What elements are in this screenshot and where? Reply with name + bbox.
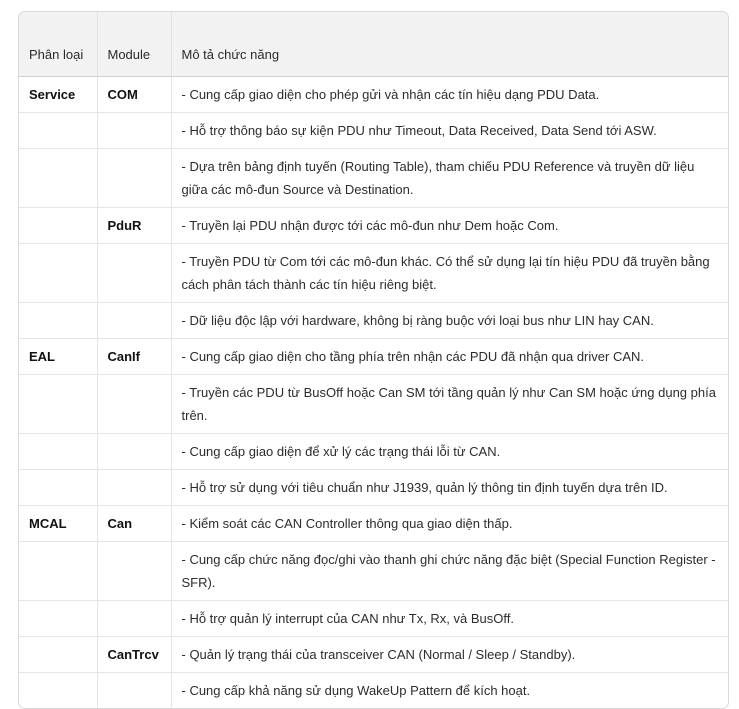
cell-category xyxy=(19,149,97,208)
cell-description: - Hỗ trợ thông báo sự kiện PDU như Timeout, Data Received, Data Send tới ASW. xyxy=(171,113,728,149)
cell-description: - Kiểm soát các CAN Controller thông qua giao diện thấp. xyxy=(171,506,728,542)
cell-description: - Hỗ trợ quản lý interrupt của CAN như Tx, Rx, và BusOff. xyxy=(171,601,728,637)
header-description: Mô tả chức năng xyxy=(171,12,728,77)
cell-description: - Cung cấp giao diện để xử lý các trạng thái lỗi từ CAN. xyxy=(171,434,728,470)
cell-description: - Truyền các PDU từ BusOff hoặc Can SM tới tầng quản lý như Can SM hoặc ứng dụng phía trên. xyxy=(171,375,728,434)
cell-description: - Cung cấp giao diện cho tầng phía trên nhận các PDU đã nhận qua driver CAN. xyxy=(171,339,728,375)
cell-category xyxy=(19,542,97,601)
table-row xyxy=(19,77,728,113)
cell-module xyxy=(97,113,171,149)
cell-description: - Dữ liệu độc lập với hardware, không bị ràng buộc với loại bus như LIN hay CAN. xyxy=(171,303,728,339)
cell-module xyxy=(97,434,171,470)
module-table xyxy=(19,12,728,708)
table-row xyxy=(19,542,728,601)
table-row xyxy=(19,149,728,208)
cell-description: - Truyền PDU từ Com tới các mô-đun khác. Có thể sử dụng lại tín hiệu PDU đã truyền bằng cách phân tách thành các tín hiệu riêng biệt. xyxy=(171,244,728,303)
cell-module: PduR xyxy=(97,208,171,244)
cell-module xyxy=(97,542,171,601)
cell-description: - Cung cấp chức năng đọc/ghi vào thanh ghi chức năng đặc biệt (Special Function Register - SFR). xyxy=(171,542,728,601)
cell-description: - Cung cấp giao diện cho phép gửi và nhận các tín hiệu dạng PDU Data. xyxy=(171,77,728,113)
table-row xyxy=(19,113,728,149)
table-row xyxy=(19,375,728,434)
cell-description: - Quản lý trạng thái của transceiver CAN (Normal / Sleep / Standby). xyxy=(171,637,728,673)
cell-category xyxy=(19,208,97,244)
cell-category xyxy=(19,470,97,506)
table-body xyxy=(19,77,728,709)
cell-category xyxy=(19,434,97,470)
cell-category xyxy=(19,244,97,303)
cell-description: - Hỗ trợ sử dụng với tiêu chuẩn như J1939, quản lý thông tin định tuyến dựa trên ID. xyxy=(171,470,728,506)
table-row xyxy=(19,673,728,709)
cell-description: - Cung cấp khả năng sử dụng WakeUp Pattern để kích hoạt. xyxy=(171,673,728,709)
cell-module xyxy=(97,673,171,709)
cell-module: CanIf xyxy=(97,339,171,375)
cell-module xyxy=(97,601,171,637)
table-row xyxy=(19,637,728,673)
cell-category xyxy=(19,375,97,434)
cell-module xyxy=(97,149,171,208)
table-row xyxy=(19,244,728,303)
cell-category: EAL xyxy=(19,339,97,375)
cell-category xyxy=(19,601,97,637)
module-table-container xyxy=(18,11,729,709)
cell-category xyxy=(19,637,97,673)
table-row xyxy=(19,506,728,542)
cell-category: MCAL xyxy=(19,506,97,542)
cell-description: - Dựa trên bảng định tuyến (Routing Table), tham chiếu PDU Reference và truyền dữ liệu giữa các mô-đun Source và Destination. xyxy=(171,149,728,208)
cell-module: Can xyxy=(97,506,171,542)
table-row xyxy=(19,339,728,375)
cell-module: COM xyxy=(97,77,171,113)
cell-module: CanTrcv xyxy=(97,637,171,673)
table-row xyxy=(19,434,728,470)
cell-category: Service xyxy=(29,87,76,102)
table-row xyxy=(19,303,728,339)
cell-category xyxy=(19,673,97,709)
header-category: Phân loại xyxy=(19,12,97,77)
cell-category xyxy=(19,113,97,149)
cell-description: - Truyền lại PDU nhận được tới các mô-đun như Dem hoặc Com. xyxy=(171,208,728,244)
table-row xyxy=(19,470,728,506)
table-header xyxy=(19,12,728,77)
cell-module xyxy=(97,303,171,339)
header-module: Module xyxy=(97,12,171,77)
cell-module xyxy=(97,375,171,434)
header-row xyxy=(19,12,728,77)
cell-module xyxy=(97,470,171,506)
table-row xyxy=(19,208,728,244)
table-row xyxy=(19,601,728,637)
cell-category xyxy=(19,303,97,339)
cell-module xyxy=(97,244,171,303)
